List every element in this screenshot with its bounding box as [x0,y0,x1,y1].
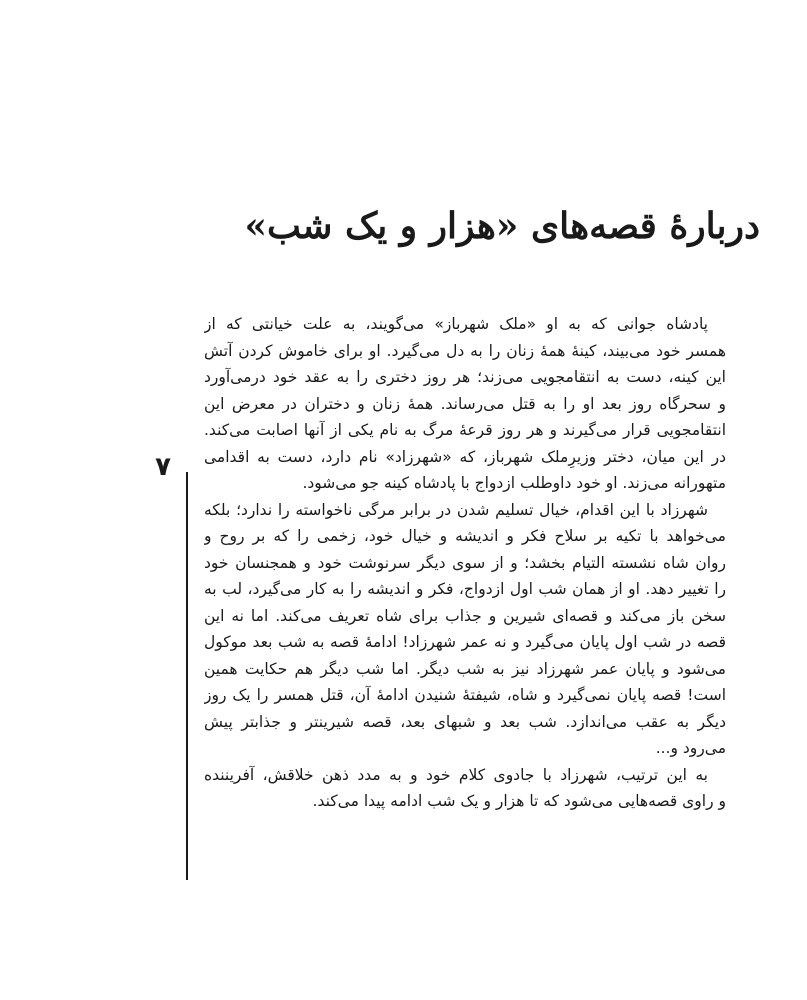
paragraph-2 [204,497,726,762]
text-line: می‌شود و پایان عمر شهرزاد نیز به شب دیگر. اما شب دیگر هم حکایت همین [204,659,726,678]
text-line: را تغییر دهد. او از همان شب اول ازدواج، فکر و اندیشه را به کار می‌گیرد، لب به [204,580,726,598]
text-line: انتقامجویی قرار می‌گیرند و هر روز قرعهٔ مرگ به نام یکی از آنها اصابت می‌کند. [204,421,726,439]
text-line: می‌خواهد با تکیه بر سلاح فکر و اندیشه و خیال خود، زخمی را که بر روح و [204,527,726,545]
text-line: این کینه، دست به انتقامجویی می‌زند؛ هر روز دختری را به عقد خود درمی‌آورد [204,368,726,386]
text-line: دیگر به عقب می‌اندازد. شب بعد و شبهای بعد، قصه شیرینتر و جذابتر پیش [204,712,726,731]
page-title: دربارهٔ قصه‌های «هزار و یک شب» [244,205,760,247]
text-line: قصه در شب اول پایان می‌گیرد و نه عمر شهرزاد! ادامهٔ قصه به شب بعد موکول [204,633,726,651]
text-line: در این میان، دختر وزیرِملک شهرباز، که «شهرزاد» نام دارد، دست به اقدامی [204,447,726,466]
text-line: پادشاه جوانی که به او «ملک شهرباز» می‌گویند، به علت خیانتی که از [204,315,708,333]
text-line: و سحرگاه روز بعد او را به قتل می‌رساند. همهٔ زنان و دختران در معرض این [204,394,726,413]
text-line: سخن باز می‌کند و قصه‌ای شیرین و جذاب برای شاه تعریف می‌کند. اما نه این [204,606,726,625]
text-line: و راوی قصه‌هایی می‌شود که تا هزار و یک شب ادامه پیدا می‌کند. [312,792,726,810]
text-line: می‌رود و... [655,739,726,757]
text-line: متهورانه می‌زند. او خود داوطلب ازدواج با پادشاه کینه جو می‌شود. [302,474,726,492]
paragraph-3 [204,762,726,815]
paragraph-1 [204,311,726,497]
text-line: شهرزاد با این اقدام، خیال تسلیم شدن در برابر مرگی ناخواسته را ندارد؛ بلکه [204,500,708,519]
margin-rule [186,472,188,880]
text-line: روان شاه نشسته التیام بخشد؛ و از سوی دیگر سرنوشت خود و همجنسان خود [204,553,726,572]
body-text [204,311,726,815]
page-number: ۷ [155,452,171,482]
text-line: است! قصه پایان نمی‌گیرد و شاه، شیفتهٔ شنیدن ادامهٔ آن، قتل همسر را یک روز [204,686,726,704]
text-line: به این ترتیب، شهرزاد با جادوی کلام خود و به مدد ذهن خلاقش، آفریننده [204,765,708,784]
text-line: همسر خود می‌بیند، کینهٔ همهٔ زنان را به دل می‌گیرد. او برای خاموش کردن آتش [204,341,726,360]
